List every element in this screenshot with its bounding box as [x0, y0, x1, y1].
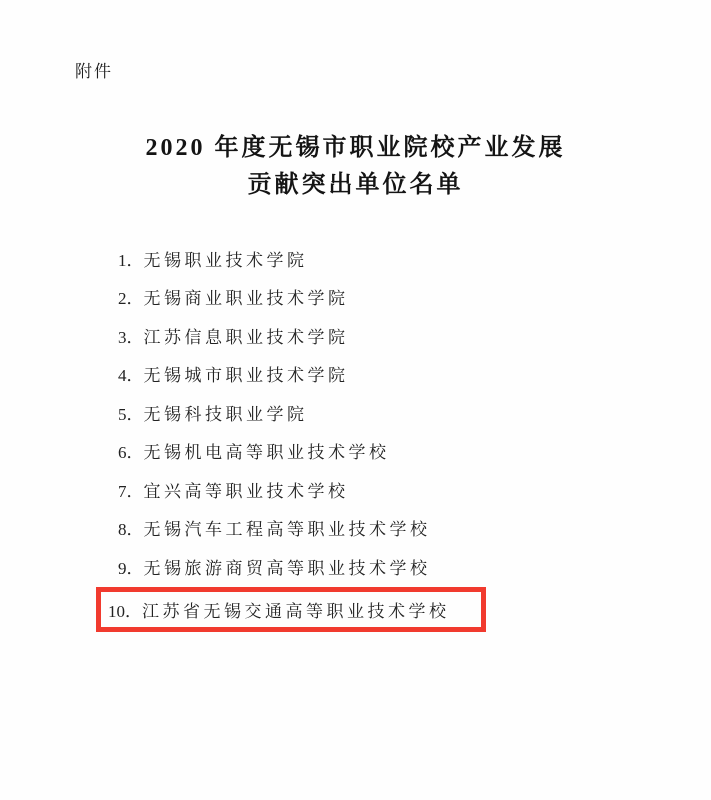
item-number: 1． — [118, 250, 144, 270]
list-item — [0, 393, 711, 432]
item-name: 江苏信息职业技术学院 — [143, 327, 349, 347]
item-number: 7． — [118, 481, 144, 501]
list-item-highlighted — [96, 587, 486, 632]
item-name: 无锡职业技术学院 — [143, 250, 308, 270]
document-title — [0, 130, 711, 204]
list-item — [0, 316, 711, 355]
item-name: 宜兴高等职业技术学校 — [143, 481, 349, 501]
item-number: 6． — [118, 443, 144, 463]
item-name: 无锡汽车工程高等职业技术学校 — [143, 520, 431, 540]
item-number: 10． — [108, 602, 142, 621]
item-name: 江苏省无锡交通高等职业技术学校 — [142, 602, 450, 621]
unit-list — [0, 239, 711, 628]
list-item — [0, 355, 711, 394]
list-item — [0, 470, 711, 509]
item-name: 无锡机电高等职业技术学校 — [143, 443, 390, 463]
list-item — [0, 509, 711, 548]
item-number: 8． — [118, 520, 144, 540]
item-number: 9． — [118, 558, 144, 578]
list-item — [0, 547, 711, 586]
title-line-2: 贡献突出单位名单 — [247, 172, 464, 198]
list-item — [0, 278, 711, 317]
list-item — [0, 239, 711, 278]
attachment-label: 附件 — [75, 62, 113, 81]
item-name: 无锡旅游商贸高等职业技术学校 — [143, 558, 431, 578]
item-name: 无锡科技职业学院 — [143, 404, 308, 424]
item-name: 无锡商业职业技术学院 — [143, 289, 349, 309]
title-line-1: 2020 年度无锡市职业院校产业发展 — [145, 135, 566, 161]
item-number: 2． — [118, 289, 144, 309]
item-number: 3． — [118, 327, 144, 347]
item-number: 4． — [118, 366, 144, 386]
list-item — [0, 432, 711, 471]
item-name: 无锡城市职业技术学院 — [143, 366, 349, 386]
item-number: 5． — [118, 404, 144, 424]
